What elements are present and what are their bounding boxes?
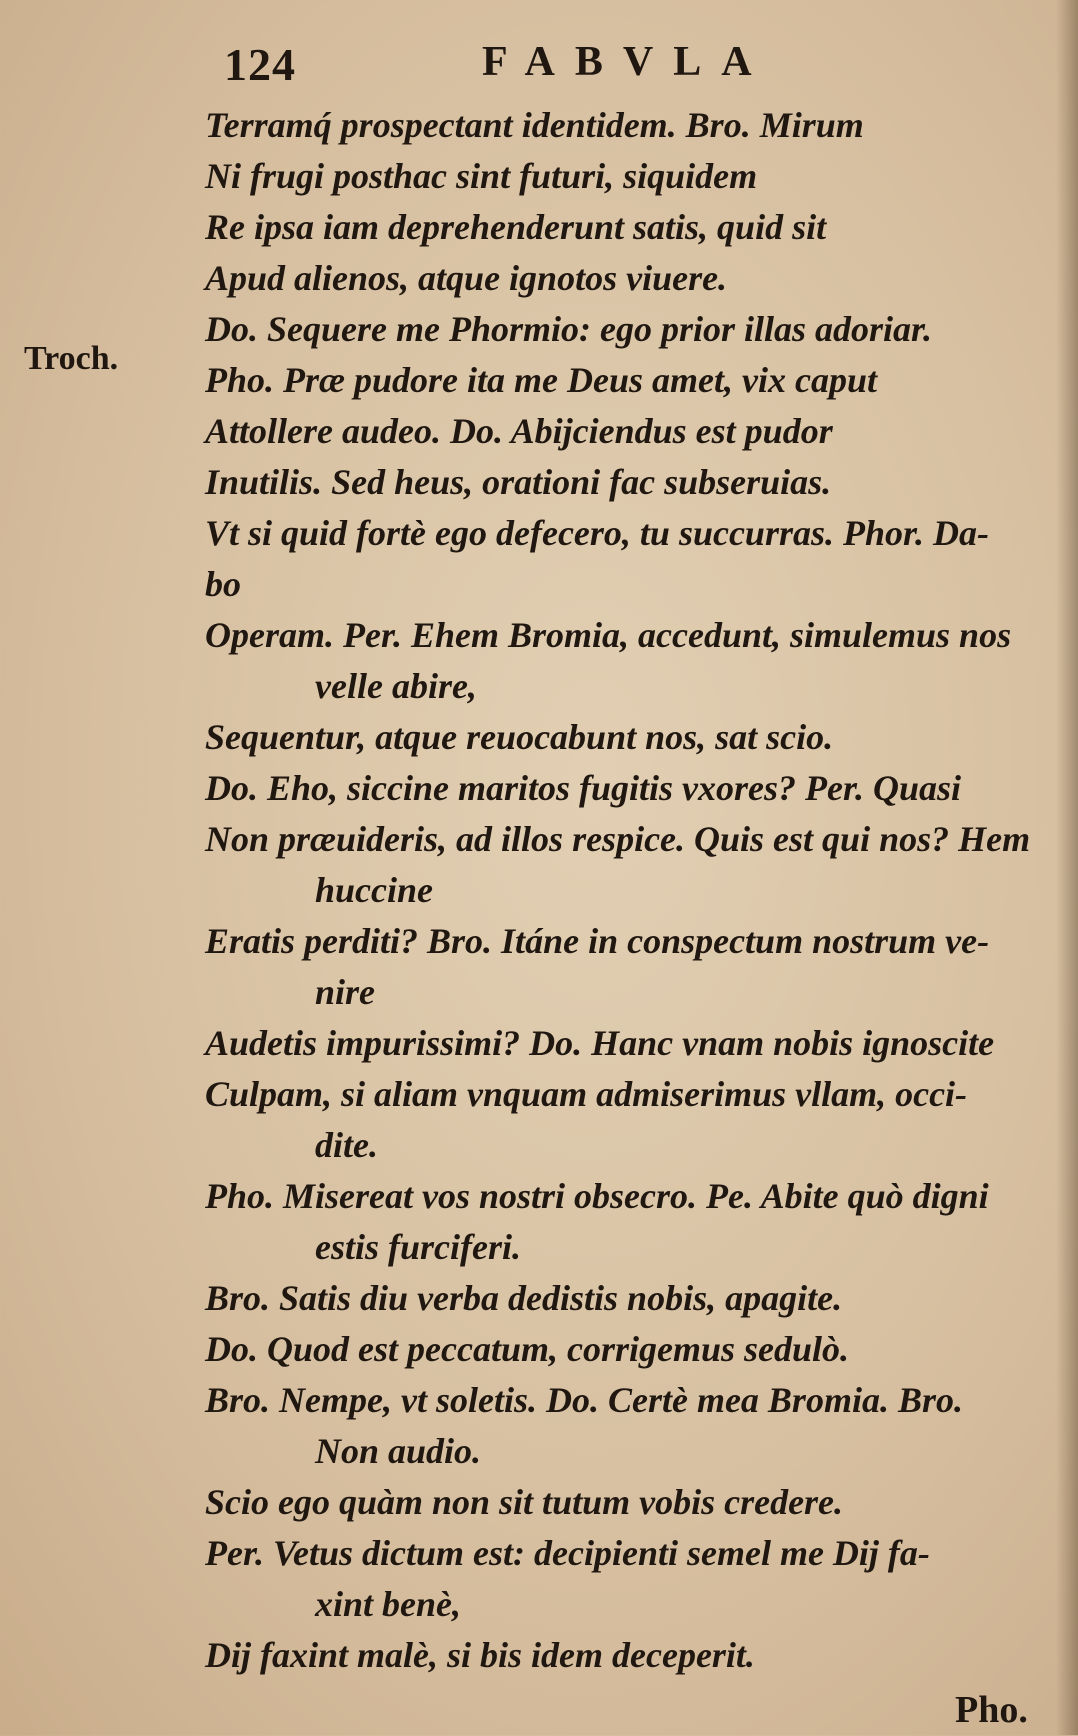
page-number: 124	[224, 39, 296, 90]
catchword: Pho.	[955, 1689, 1028, 1731]
text-line: Do. Eho, siccine maritos fugitis vxores? Per. Quasi	[205, 768, 962, 808]
text-line: Ni frugi posthac sint futuri, siquidem	[205, 156, 758, 196]
text-line: Scio ego quàm non sit tutum vobis credere.	[205, 1482, 844, 1522]
margin-note: Troch.	[24, 340, 119, 377]
text-line: xint benè,	[315, 1584, 462, 1624]
text-line: Do. Sequere me Phormio: ego prior illas adoriar.	[205, 309, 933, 349]
text-line: huccine	[315, 870, 434, 910]
text-line: Inutilis. Sed heus, orationi fac subseruias.	[205, 462, 832, 502]
text-line: Eratis perditi? Bro. Itáne in conspectum nostrum ve-	[205, 921, 990, 961]
text-line: Per. Vetus dictum est: decipienti semel me Dij fa-	[205, 1533, 930, 1573]
verse-text	[205, 100, 1055, 1681]
page-gutter-shadow	[1056, 0, 1078, 1735]
text-line: estis furciferi.	[315, 1227, 521, 1267]
text-line: Attollere audeo. Do. Abijciendus est pudor	[205, 411, 833, 451]
text-line: Terramq́ prospectant identidem. Bro. Mirum	[205, 105, 864, 145]
text-line: Do. Quod est peccatum, corrigemus sedulò.	[205, 1329, 849, 1369]
running-head: FABVLA	[482, 39, 772, 85]
text-line: Vt si quid fortè ego defecero, tu succurras. Phor. Da-	[205, 513, 990, 553]
text-line: Culpam, si aliam vnquam admiserimus vllam, occi-	[205, 1074, 968, 1114]
text-line: Pho. Præ pudore ita me Deus amet, vix caput	[205, 360, 877, 400]
text-line: Sequentur, atque reuocabunt nos, sat scio.	[205, 717, 834, 757]
text-line: Re ipsa iam deprehenderunt satis, quid sit	[205, 207, 827, 247]
text-line: Pho. Misereat vos nostri obsecro. Pe. Abite quò digni	[205, 1176, 989, 1216]
text-line: velle abire,	[315, 666, 477, 706]
page-header	[220, 30, 1020, 90]
text-line: nire	[315, 972, 376, 1012]
text-line: dite.	[315, 1125, 378, 1165]
text-line: Bro. Nempe, vt soletis. Do. Certè mea Bromia. Bro.	[205, 1380, 963, 1420]
text-line: Audetis impurissimi? Do. Hanc vnam nobis ignoscite	[205, 1023, 995, 1063]
text-line: Bro. Satis diu verba dedistis nobis, apagite.	[205, 1278, 843, 1318]
text-line: Non audio.	[315, 1431, 482, 1471]
text-line: Dij faxint malè, si bis idem deceperit.	[205, 1635, 755, 1675]
text-line: Apud alienos, atque ignotos viuere.	[205, 258, 728, 298]
text-line: bo	[205, 564, 241, 604]
text-line: Non præuideris, ad illos respice. Quis est qui nos? Hem	[205, 819, 1031, 859]
text-line: Operam. Per. Ehem Bromia, accedunt, simulemus nos	[205, 615, 1012, 655]
